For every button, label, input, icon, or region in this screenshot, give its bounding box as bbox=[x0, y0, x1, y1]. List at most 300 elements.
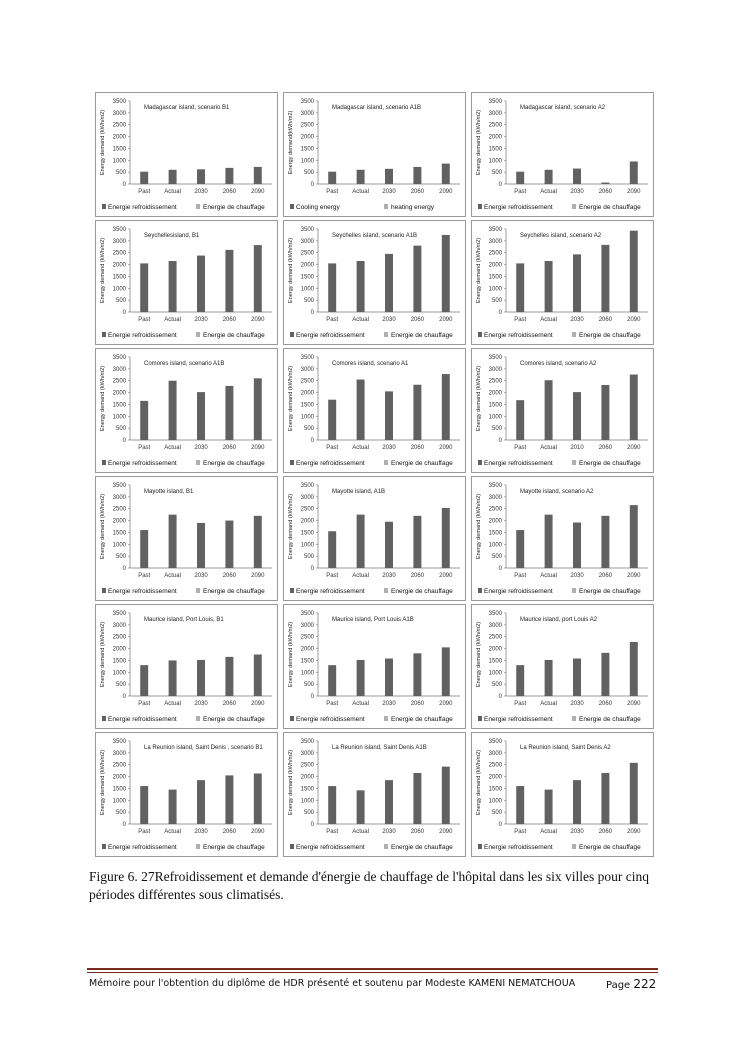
x-tick-label: 2010 bbox=[570, 445, 584, 451]
y-tick-label: 1500 bbox=[300, 530, 314, 537]
legend-label-heating: Energie de chauffage bbox=[203, 460, 265, 467]
y-tick-label: 2500 bbox=[112, 762, 126, 769]
legend-label-cooling: Energie refroidissement bbox=[484, 332, 553, 339]
bar bbox=[630, 161, 638, 184]
chart-panel bbox=[95, 220, 278, 345]
bar bbox=[197, 780, 205, 824]
x-tick-label: 2030 bbox=[382, 701, 396, 707]
legend-swatch-cooling bbox=[290, 204, 294, 209]
x-tick-label: 2060 bbox=[222, 701, 237, 707]
bar bbox=[601, 385, 609, 440]
x-tick-label: 2090 bbox=[251, 317, 265, 323]
footer-text: Mémoire pour l'obtention du diplôme de HDR présenté et soutenu par Modeste KAMENI NEMATCHOUA bbox=[89, 978, 576, 989]
bar bbox=[140, 786, 148, 824]
chart-svg bbox=[96, 221, 279, 346]
y-tick-label: 0 bbox=[310, 438, 314, 444]
bar bbox=[328, 172, 336, 184]
legend-label-heating: Energie de chauffage bbox=[203, 844, 265, 851]
chart-panel bbox=[283, 732, 466, 857]
bar bbox=[225, 775, 233, 824]
chart-title: Comores island, scenario A2 bbox=[520, 361, 597, 367]
y-tick-label: 3500 bbox=[488, 99, 502, 105]
y-tick-label: 1500 bbox=[488, 786, 502, 793]
y-tick-label: 3000 bbox=[112, 750, 126, 757]
x-tick-label: 2030 bbox=[570, 317, 584, 323]
chart-panel bbox=[471, 92, 654, 217]
bar bbox=[573, 392, 581, 440]
bar bbox=[630, 642, 638, 696]
y-tick-label: 500 bbox=[303, 682, 314, 689]
y-tick-label: 1000 bbox=[488, 798, 502, 805]
chart-panel bbox=[471, 348, 654, 473]
bar bbox=[169, 381, 177, 440]
chart-svg bbox=[96, 349, 279, 474]
bar bbox=[545, 380, 553, 440]
y-axis-label: Energy demand (kWh/m2) bbox=[100, 237, 106, 304]
y-tick-label: 1500 bbox=[300, 146, 314, 153]
y-tick-label: 2000 bbox=[112, 134, 126, 141]
y-tick-label: 0 bbox=[310, 310, 314, 316]
chart-svg bbox=[284, 733, 467, 858]
x-tick-label: 2030 bbox=[194, 189, 208, 195]
legend-swatch-heating bbox=[384, 332, 388, 337]
legend-label-heating: Energie de chauffage bbox=[579, 204, 641, 211]
legend-swatch-cooling bbox=[478, 844, 482, 849]
y-tick-label: 3500 bbox=[112, 483, 126, 489]
x-tick-label: 2060 bbox=[598, 701, 613, 707]
legend-swatch-heating bbox=[196, 204, 200, 209]
bar bbox=[442, 647, 450, 696]
x-tick-label: 2030 bbox=[194, 829, 208, 835]
x-tick-label: 2060 bbox=[598, 189, 613, 195]
legend-swatch-cooling bbox=[102, 716, 106, 721]
bar bbox=[413, 773, 421, 824]
y-tick-label: 3500 bbox=[488, 483, 502, 489]
bar bbox=[545, 170, 553, 184]
y-tick-label: 1000 bbox=[112, 286, 126, 293]
bar bbox=[169, 515, 177, 568]
x-tick-label: 2060 bbox=[410, 573, 425, 579]
y-tick-label: 2500 bbox=[112, 634, 126, 641]
y-tick-label: 1500 bbox=[488, 658, 502, 665]
y-tick-label: 1000 bbox=[300, 414, 314, 421]
y-tick-label: 2000 bbox=[488, 262, 502, 269]
bar bbox=[254, 655, 262, 697]
page-number-value: 222 bbox=[633, 977, 657, 991]
y-tick-label: 1000 bbox=[300, 798, 314, 805]
chart-title: Mayotte island, scenario A2 bbox=[520, 489, 594, 495]
bar bbox=[573, 780, 581, 824]
y-tick-label: 3500 bbox=[112, 99, 126, 105]
chart-svg bbox=[96, 93, 279, 218]
chart-panel bbox=[95, 476, 278, 601]
y-tick-label: 3000 bbox=[112, 110, 126, 117]
y-tick-label: 3000 bbox=[300, 110, 314, 117]
y-tick-label: 2000 bbox=[488, 518, 502, 525]
bar bbox=[630, 763, 638, 824]
bar bbox=[601, 516, 609, 568]
chart-panel bbox=[471, 604, 654, 729]
x-tick-label: 2030 bbox=[382, 829, 396, 835]
legend-label-heating: heating energy bbox=[391, 204, 435, 211]
legend-label-cooling: Energie refroidissement bbox=[296, 844, 365, 851]
x-tick-label: Past bbox=[138, 829, 151, 835]
y-tick-label: 2000 bbox=[300, 774, 314, 781]
x-tick-label: 2090 bbox=[251, 189, 265, 195]
x-tick-label: 2090 bbox=[439, 189, 453, 195]
legend-label-heating: Energie de chauffage bbox=[203, 204, 265, 211]
y-tick-label: 1500 bbox=[112, 658, 126, 665]
chart-title: Mayotte island, A1B bbox=[332, 489, 386, 495]
y-axis-label: Energy demand(kWh/m2) bbox=[288, 110, 294, 175]
bar bbox=[413, 385, 421, 440]
y-tick-label: 3000 bbox=[300, 622, 314, 629]
y-tick-label: 2000 bbox=[488, 646, 502, 653]
y-axis-label: Energy demand (kWh/m2) bbox=[476, 109, 482, 176]
y-tick-label: 3000 bbox=[112, 238, 126, 245]
y-tick-label: 0 bbox=[498, 182, 502, 188]
chart-svg bbox=[96, 477, 279, 602]
x-tick-label: 2030 bbox=[382, 317, 396, 323]
bar bbox=[516, 530, 524, 568]
y-tick-label: 3500 bbox=[488, 355, 502, 361]
legend-label-cooling: Energie refroidissement bbox=[108, 716, 177, 723]
x-tick-label: 2030 bbox=[194, 573, 208, 579]
bar bbox=[254, 378, 262, 440]
legend-swatch-heating bbox=[572, 460, 576, 465]
footer-rule bbox=[87, 968, 658, 970]
bar bbox=[385, 780, 393, 824]
legend-swatch-cooling bbox=[102, 204, 106, 209]
figure-caption: Figure 6. 27Refroidissement et demande d'énergie de chauffage de l'hôpital dans les six villes pour cinq périodes différentes sous climatisés. bbox=[89, 869, 649, 902]
y-tick-label: 1500 bbox=[488, 530, 502, 537]
y-tick-label: 1000 bbox=[300, 542, 314, 549]
y-axis-label: Energy demand (kWh/m2) bbox=[100, 365, 106, 432]
y-tick-label: 0 bbox=[498, 822, 502, 828]
legend-swatch-heating bbox=[384, 588, 388, 593]
bar bbox=[357, 660, 365, 696]
x-tick-label: Past bbox=[514, 701, 527, 707]
chart-svg bbox=[472, 93, 655, 218]
x-tick-label: 2030 bbox=[382, 573, 396, 579]
y-tick-label: 1000 bbox=[488, 542, 502, 549]
y-tick-label: 2500 bbox=[488, 122, 502, 129]
bar bbox=[225, 168, 233, 184]
x-tick-label: Past bbox=[326, 189, 339, 195]
bar bbox=[197, 660, 205, 696]
legend-label-heating: Energie de chauffage bbox=[579, 844, 641, 851]
legend-swatch-cooling bbox=[102, 844, 106, 849]
y-tick-label: 3000 bbox=[112, 366, 126, 373]
x-tick-label: 2060 bbox=[222, 573, 237, 579]
y-tick-label: 0 bbox=[122, 438, 126, 444]
y-axis-label: Energy demand (kWh/m2) bbox=[100, 621, 106, 688]
y-tick-label: 1500 bbox=[112, 274, 126, 281]
y-tick-label: 2500 bbox=[112, 250, 126, 257]
chart-panel bbox=[283, 476, 466, 601]
bar bbox=[140, 263, 148, 312]
bar bbox=[516, 263, 524, 312]
legend-swatch-heating bbox=[572, 204, 576, 209]
x-tick-label: Actual bbox=[540, 317, 557, 323]
y-axis-label: Energy demand (kWh/m2) bbox=[476, 493, 482, 560]
x-tick-label: 2090 bbox=[251, 829, 265, 835]
bar bbox=[385, 522, 393, 568]
legend-label-cooling: Energie refroidissement bbox=[108, 588, 177, 595]
x-tick-label: Actual bbox=[164, 445, 181, 451]
x-tick-label: 2030 bbox=[382, 189, 396, 195]
bar bbox=[254, 245, 262, 312]
legend-label-heating: Energie de chauffage bbox=[203, 716, 265, 723]
y-tick-label: 2500 bbox=[488, 378, 502, 385]
y-tick-label: 2000 bbox=[112, 390, 126, 397]
x-tick-label: Actual bbox=[352, 701, 369, 707]
legend-swatch-heating bbox=[384, 716, 388, 721]
legend-swatch-cooling bbox=[102, 460, 106, 465]
y-tick-label: 500 bbox=[491, 682, 502, 689]
y-tick-label: 2000 bbox=[300, 134, 314, 141]
y-tick-label: 1000 bbox=[488, 158, 502, 165]
x-tick-label: 2060 bbox=[222, 829, 237, 835]
y-tick-label: 2500 bbox=[488, 506, 502, 513]
x-tick-label: 2060 bbox=[410, 317, 425, 323]
y-tick-label: 1500 bbox=[300, 658, 314, 665]
y-tick-label: 2000 bbox=[112, 518, 126, 525]
y-tick-label: 500 bbox=[303, 554, 314, 561]
legend-label-heating: Energie de chauffage bbox=[391, 588, 453, 595]
y-tick-label: 0 bbox=[122, 566, 126, 572]
legend-label-cooling: Energie refroidissement bbox=[108, 844, 177, 851]
legend-swatch-cooling bbox=[478, 204, 482, 209]
bar bbox=[140, 530, 148, 568]
x-tick-label: Actual bbox=[164, 317, 181, 323]
x-tick-label: 2090 bbox=[627, 317, 641, 323]
y-tick-label: 0 bbox=[122, 310, 126, 316]
bar bbox=[573, 254, 581, 312]
y-tick-label: 0 bbox=[122, 182, 126, 188]
y-axis-label: Energy demand (kWh/m2) bbox=[476, 749, 482, 816]
x-tick-label: 2090 bbox=[439, 445, 453, 451]
chart-title: Seychelles island, scenario A2 bbox=[520, 233, 602, 239]
y-tick-label: 1500 bbox=[300, 786, 314, 793]
bar bbox=[169, 261, 177, 312]
chart-panel bbox=[95, 348, 278, 473]
bar bbox=[328, 665, 336, 696]
chart-title: Maurice island, Port Louis, B1 bbox=[144, 617, 224, 623]
bar bbox=[413, 653, 421, 696]
footer-rule-thin bbox=[87, 972, 658, 973]
bar bbox=[328, 263, 336, 312]
chart-panel bbox=[471, 732, 654, 857]
bar bbox=[254, 516, 262, 568]
legend-label-cooling: Energie refroidissement bbox=[484, 716, 553, 723]
x-tick-label: Actual bbox=[164, 189, 181, 195]
x-tick-label: 2060 bbox=[410, 189, 425, 195]
legend-swatch-cooling bbox=[102, 588, 106, 593]
chart-title: La Reunion island, Saint Denis , scenario B1 bbox=[144, 745, 263, 751]
legend-label-cooling: Energie refroidissement bbox=[296, 460, 365, 467]
y-tick-label: 3500 bbox=[300, 227, 314, 233]
legend-label-cooling: Energie refroidissement bbox=[296, 332, 365, 339]
legend-label-cooling: Energie refroidissement bbox=[484, 204, 553, 211]
y-tick-label: 1500 bbox=[488, 402, 502, 409]
bar bbox=[442, 164, 450, 184]
y-tick-label: 2500 bbox=[112, 122, 126, 129]
bar bbox=[413, 246, 421, 312]
charts-grid bbox=[95, 92, 655, 857]
legend-swatch-heating bbox=[384, 460, 388, 465]
x-tick-label: Past bbox=[326, 829, 339, 835]
bar bbox=[140, 172, 148, 184]
x-tick-label: Actual bbox=[352, 829, 369, 835]
chart-title: Comores island, scenario A1 bbox=[332, 361, 409, 367]
x-tick-label: 2090 bbox=[251, 445, 265, 451]
y-tick-label: 2000 bbox=[112, 774, 126, 781]
bar bbox=[357, 515, 365, 568]
x-tick-label: Actual bbox=[352, 573, 369, 579]
chart-title: Madagascar island, scenario A1B bbox=[332, 105, 422, 111]
x-tick-label: Actual bbox=[540, 573, 557, 579]
x-tick-label: 2030 bbox=[570, 189, 584, 195]
chart-svg bbox=[472, 733, 655, 858]
bar bbox=[140, 401, 148, 440]
x-tick-label: 2090 bbox=[439, 573, 453, 579]
y-tick-label: 1000 bbox=[488, 670, 502, 677]
y-axis-label: Energy demand (kWh/m2) bbox=[288, 365, 294, 432]
bar bbox=[545, 790, 553, 824]
bar bbox=[254, 167, 262, 184]
y-tick-label: 3000 bbox=[300, 750, 314, 757]
bar bbox=[442, 508, 450, 568]
y-tick-label: 0 bbox=[498, 694, 502, 700]
bar bbox=[225, 386, 233, 440]
y-tick-label: 500 bbox=[303, 170, 314, 177]
x-tick-label: 2060 bbox=[410, 829, 425, 835]
x-tick-label: Actual bbox=[352, 189, 369, 195]
x-tick-label: 2030 bbox=[194, 701, 208, 707]
bar bbox=[357, 790, 365, 824]
bar bbox=[573, 659, 581, 696]
bar bbox=[630, 505, 638, 568]
x-tick-label: 2090 bbox=[251, 701, 265, 707]
y-tick-label: 2500 bbox=[300, 250, 314, 257]
bar bbox=[169, 170, 177, 184]
chart-svg bbox=[284, 221, 467, 346]
chart-title: Maurice island, Port Louis A1B bbox=[332, 617, 414, 623]
y-tick-label: 1000 bbox=[112, 158, 126, 165]
y-axis-label: Energy demand (kWh/m2) bbox=[288, 749, 294, 816]
x-tick-label: 2060 bbox=[598, 317, 613, 323]
y-tick-label: 3000 bbox=[112, 622, 126, 629]
legend-swatch-heating bbox=[196, 588, 200, 593]
x-tick-label: 2060 bbox=[598, 573, 613, 579]
y-tick-label: 500 bbox=[115, 170, 126, 177]
bar bbox=[385, 391, 393, 440]
x-tick-label: 2030 bbox=[570, 701, 584, 707]
y-tick-label: 1000 bbox=[112, 542, 126, 549]
legend-label-heating: Energie de chauffage bbox=[391, 332, 453, 339]
chart-svg bbox=[284, 93, 467, 218]
bar bbox=[169, 660, 177, 696]
legend-label-cooling: Energie refroidissement bbox=[484, 844, 553, 851]
bar bbox=[328, 531, 336, 568]
x-tick-label: Past bbox=[326, 317, 339, 323]
legend-swatch-heating bbox=[572, 332, 576, 337]
bar bbox=[328, 786, 336, 824]
y-tick-label: 1000 bbox=[300, 670, 314, 677]
y-tick-label: 2000 bbox=[300, 390, 314, 397]
legend-swatch-cooling bbox=[478, 332, 482, 337]
chart-panel bbox=[95, 732, 278, 857]
bar bbox=[225, 250, 233, 312]
legend-label-heating: Energie de chauffage bbox=[579, 588, 641, 595]
bar bbox=[601, 653, 609, 696]
y-tick-label: 3000 bbox=[488, 110, 502, 117]
legend-label-heating: Energie de chauffage bbox=[579, 332, 641, 339]
y-axis-label: Energy demand (kWh/m2) bbox=[288, 237, 294, 304]
y-tick-label: 3500 bbox=[300, 99, 314, 105]
y-tick-label: 3500 bbox=[112, 227, 126, 233]
bar bbox=[442, 235, 450, 312]
bar bbox=[601, 245, 609, 312]
y-tick-label: 1000 bbox=[300, 286, 314, 293]
x-tick-label: 2060 bbox=[410, 445, 425, 451]
chart-title: Comores island, scenario A1B bbox=[144, 361, 225, 367]
x-tick-label: 2030 bbox=[570, 829, 584, 835]
x-tick-label: Past bbox=[138, 701, 151, 707]
legend-label-heating: Energie de chauffage bbox=[391, 460, 453, 467]
y-tick-label: 1500 bbox=[112, 402, 126, 409]
x-tick-label: Actual bbox=[352, 317, 369, 323]
y-tick-label: 3000 bbox=[112, 494, 126, 501]
y-tick-label: 0 bbox=[498, 310, 502, 316]
bar bbox=[385, 254, 393, 312]
legend-label-cooling: Energie refroidissement bbox=[484, 588, 553, 595]
chart-title: La Reunion island, Saint Denis A2 bbox=[520, 745, 611, 751]
chart-panel bbox=[283, 92, 466, 217]
y-tick-label: 3500 bbox=[300, 611, 314, 617]
y-tick-label: 2500 bbox=[488, 634, 502, 641]
x-tick-label: Past bbox=[514, 445, 527, 451]
y-tick-label: 500 bbox=[303, 298, 314, 305]
y-axis-label: Energy demand (kWh/m2) bbox=[476, 237, 482, 304]
chart-title: La Reunion island, Saint Denis A1B bbox=[332, 745, 427, 751]
y-tick-label: 500 bbox=[115, 682, 126, 689]
y-tick-label: 0 bbox=[498, 438, 502, 444]
y-tick-label: 1500 bbox=[488, 274, 502, 281]
y-tick-label: 0 bbox=[310, 566, 314, 572]
bar bbox=[385, 169, 393, 184]
y-axis-label: Energy demand (kWh/m2) bbox=[100, 109, 106, 176]
chart-svg bbox=[284, 349, 467, 474]
bar bbox=[413, 167, 421, 184]
bar bbox=[545, 515, 553, 568]
bar bbox=[516, 400, 524, 440]
chart-svg bbox=[284, 605, 467, 730]
y-axis-label: Energy demand (kWh/m2) bbox=[288, 621, 294, 688]
y-tick-label: 2500 bbox=[300, 506, 314, 513]
y-tick-label: 1500 bbox=[300, 402, 314, 409]
chart-title: Madagascar island, scenario B1 bbox=[144, 105, 230, 111]
legend-swatch-heating bbox=[572, 716, 576, 721]
x-tick-label: Past bbox=[514, 317, 527, 323]
y-tick-label: 500 bbox=[491, 170, 502, 177]
y-tick-label: 2500 bbox=[300, 634, 314, 641]
x-tick-label: Past bbox=[138, 317, 151, 323]
x-tick-label: Past bbox=[326, 701, 339, 707]
legend-label-heating: Energie de chauffage bbox=[391, 844, 453, 851]
x-tick-label: Actual bbox=[540, 189, 557, 195]
